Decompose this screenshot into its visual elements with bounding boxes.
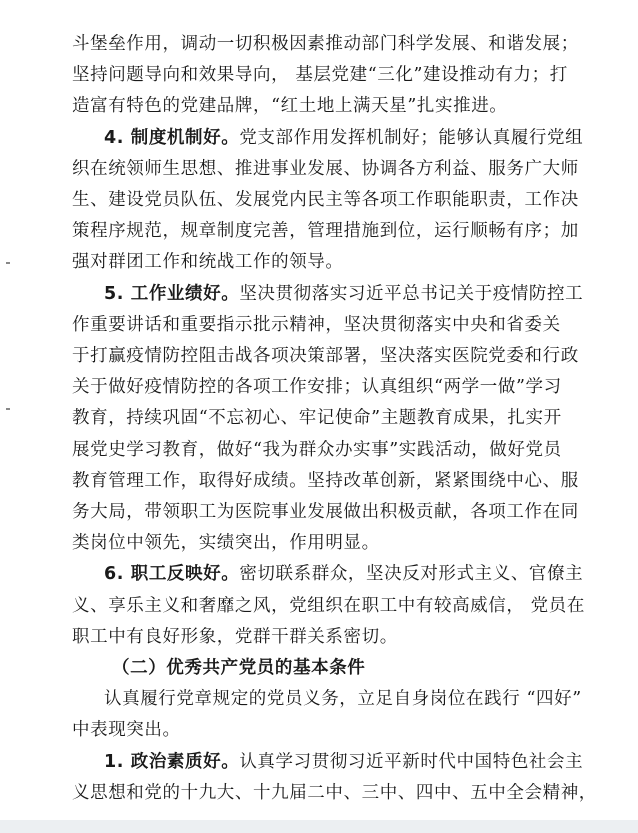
item-5-title: 5. 工作业绩好。 [104, 283, 240, 304]
text-line-12: 关于做好疫情防控的各项工作安排；认真组织“两学一做”学习 [72, 377, 562, 398]
text-line-1: 斗堡垒作用，调动一切积极因素推动部门科学发展、和谐发展； [72, 34, 579, 54]
text-line-20: 职工中有良好形象，党群干群关系密切。 [72, 626, 398, 647]
bottom-strip [0, 820, 638, 833]
item-4-heading-line: 4. 制度机制好。党支部作用发挥机制好；能够认真履行党组 [104, 127, 584, 148]
item-5-heading-line: 5. 工作业绩好。坚决贯彻落实习近平总书记关于疫情防控工 [104, 283, 584, 304]
item-6-heading-line: 6. 职工反映好。密切联系群众，坚决反对形式主义、官僚主 [104, 564, 584, 585]
text-line-25: 义思想和党的十九大、十九届二中、三中、四中、五中全会精神， [72, 782, 597, 803]
item-6-title: 6. 职工反映好。 [104, 564, 240, 585]
text-line-13: 教育，持续巩固“不忘初心、牢记使命”主题教育成果，扎实开 [72, 408, 562, 429]
text-line-23: 中表现突出。 [72, 720, 181, 741]
text-line-7: 策程序规范，规章制度完善，管理措施到位，运行顺畅有序；加 [72, 221, 579, 242]
text-line-14: 展党史学习教育，做好“我为群众办实事”实践活动，做好党员 [72, 439, 562, 460]
text-line-8: 强对群团工作和统战工作的领导。 [72, 252, 344, 273]
text-line-19: 义、享乐主义和奢靡之风，党组织在职工中有较高威信， 党员在 [72, 595, 585, 616]
scan-mark [6, 262, 10, 264]
text-line-5: 织在统领师生思想、推进事业发展、协调各方利益、服务广大师 [72, 158, 579, 179]
text-line-22: 认真履行党章规定的党员义务，立足自身岗位在践行 “四好” [104, 689, 582, 710]
text-line-15: 教育管理工作，取得好成绩。坚持改革创新，紧紧围绕中心、服 [72, 470, 579, 491]
scan-mark [6, 408, 10, 410]
text-line-17: 类岗位中领先，实绩突出，作用明显。 [72, 533, 380, 554]
item-1-title: 1. 政治素质好。 [104, 751, 240, 772]
text-line-6: 生、建设党员队伍、发展党内民主等各项工作职能职责，工作决 [72, 190, 579, 210]
item-4-title: 4. 制度机制好。 [104, 127, 240, 148]
text-line-3: 造富有特色的党建品牌，“红土地上满天星”扎实推进。 [72, 96, 508, 117]
text-line-16: 务大局，带领职工为医院事业发展做出积极贡献，各项工作在同 [72, 502, 579, 522]
text-line-11: 于打赢疫情防控阻击战各项决策部署，坚决落实医院党委和行政 [72, 346, 579, 366]
text-line-10: 作重要讲话和重要指示批示精神，坚决贯彻落实中央和省委关 [72, 314, 561, 335]
text-line-2: 坚持问题导向和效果导向， 基层党建“三化”建设推动有力；打 [72, 65, 568, 86]
item-1-heading-line: 1. 政治素质好。认真学习贯彻习近平新时代中国特色社会主 [104, 751, 584, 772]
section-heading: （二）优秀共产党员的基本条件 [112, 658, 366, 678]
